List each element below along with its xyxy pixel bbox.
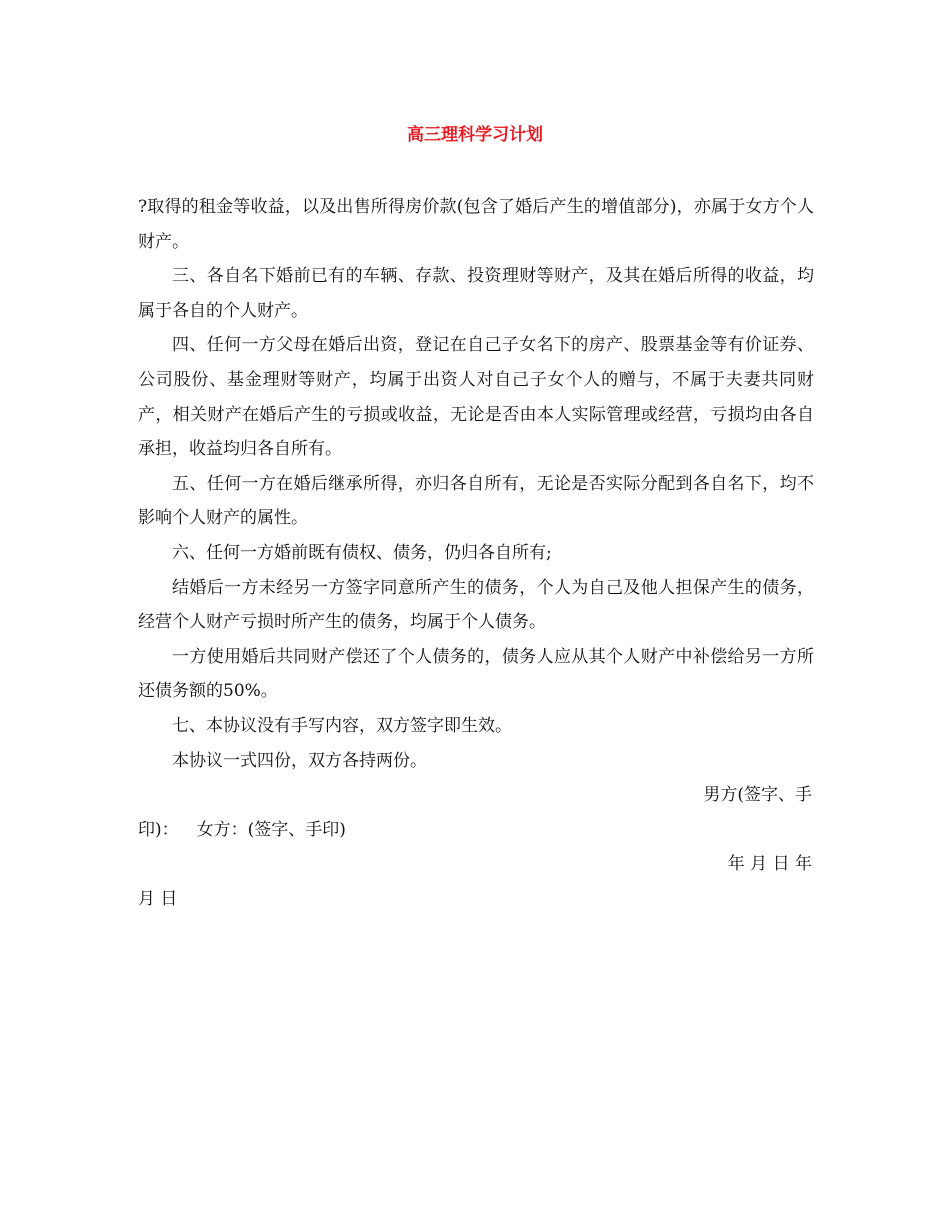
- paragraph-clause-3: 三、各自名下婚前已有的车辆、存款、投资理财等财产，及其在婚后所得的收益，均属于各自的个人财产。: [138, 266, 814, 321]
- paragraph-clause-4: 四、任何一方父母在婚后出资，登记在自己子女名下的房产、股票基金等有价证券、公司股份、基金理财等财产，均属于出资人对自己子女个人的赠与，不属于夫妻共同财产，相关财产在婚后产生的亏损或收益，无论是否由本人实际管理或经营，亏损均由各自承担，收益均归各自所有。: [138, 335, 814, 460]
- paragraph-debt-after-marriage: 结婚后一方未经另一方签字同意所产生的债务，个人为自己及他人担保产生的债务，经营个人财产亏损时所产生的债务，均属于个人债务。: [138, 577, 814, 633]
- paragraph-debt-repayment: 一方使用婚后共同财产偿还了个人债务的，债务人应从其个人财产中补偿给另一方所还债务额的50%。: [138, 646, 814, 702]
- document-title: 高三理科学习计划: [407, 125, 543, 145]
- paragraph-copies: 本协议一式四份，双方各持两份。: [172, 750, 427, 771]
- signature-date-line: 年 月 日 年: [727, 854, 812, 875]
- signature-male-line: 男方(签字、手: [703, 785, 812, 806]
- paragraph-clause-6: 六、任何一方婚前既有债权、债务，仍归各自所有;: [172, 542, 552, 563]
- signature-female-line: [138, 813, 814, 848]
- signature-seal-label: 印)：: [138, 819, 179, 840]
- paragraph-clause-7: 七、本协议没有手写内容，双方签字即生效。: [172, 715, 512, 736]
- document-body: [138, 190, 814, 916]
- signature-date-continuation: 月 日: [138, 888, 178, 909]
- paragraph-clause-5: 五、任何一方在婚后继承所得，亦归各自所有，无论是否实际分配到各自名下，均不影响个人财产的属性。: [138, 473, 814, 529]
- signature-female-label: 女方：(签字、手印): [196, 819, 346, 840]
- paragraph-continuation: ?取得的租金等收益，以及出售所得房价款(包含了婚后产生的增值部分)，亦属于女方个人财产。: [138, 197, 814, 252]
